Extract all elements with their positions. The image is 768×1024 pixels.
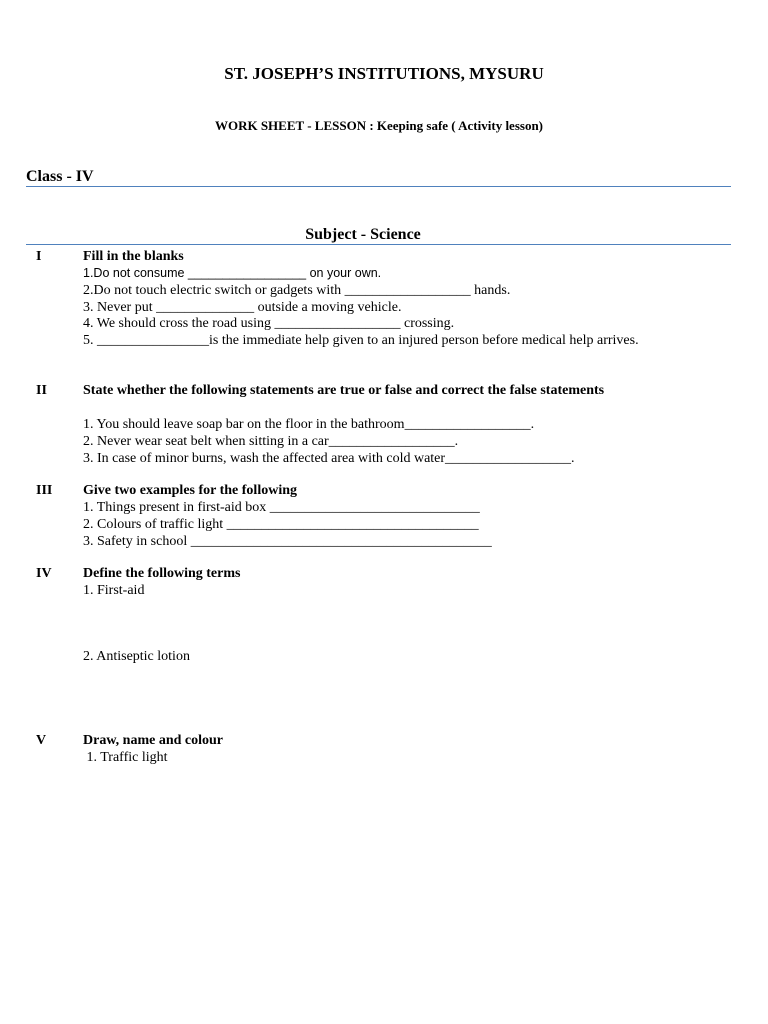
section-number: II (36, 383, 47, 398)
question-line: 3. Safety in school ___________________________________________ (83, 534, 492, 549)
section-number: III (36, 483, 53, 498)
worksheet-subtitle: WORK SHEET - LESSON : Keeping safe ( Activity lesson) (214, 118, 544, 133)
section-number: IV (36, 566, 52, 581)
question-line: 2. Antiseptic lotion (83, 649, 190, 664)
section-heading: Fill in the blanks (83, 249, 184, 264)
question-line: 3. Never put ______________ outside a moving vehicle. (83, 300, 402, 315)
question-line: 1. Things present in first-aid box ______________________________ (83, 500, 480, 515)
class-label: Class - IV (26, 168, 94, 185)
question-line: 3. In case of minor burns, wash the affected area with cold water__________________. (83, 451, 575, 466)
question-line: 2.Do not touch electric switch or gadgets with __________________ hands. (83, 283, 511, 298)
question-line: 2. Never wear seat belt when sitting in a car__________________. (83, 434, 459, 449)
section-number: V (36, 733, 47, 748)
question-line: 1. You should leave soap bar on the floor in the bathroom__________________. (83, 417, 535, 432)
section-heading: Define the following terms (83, 566, 241, 581)
question-line: 1. Traffic light (83, 750, 168, 765)
section-heading: State whether the following statements are true or false and correct the false statements (83, 383, 605, 398)
section-number: I (36, 249, 42, 264)
question-line: 4. We should cross the road using __________________ crossing. (83, 316, 455, 331)
subject-label: Subject - Science (305, 226, 421, 243)
section-heading: Draw, name and colour (83, 733, 223, 748)
divider-line (26, 186, 731, 187)
question-line: 1.Do not consume _________________ on your own. (83, 266, 382, 280)
question-line: 1. First-aid (83, 583, 145, 598)
worksheet-title: ST. JOSEPH’S INSTITUTIONS, MYSURU (224, 64, 544, 83)
section-heading: Give two examples for the following (83, 483, 297, 498)
divider-line (26, 244, 731, 245)
question-line: 2. Colours of traffic light ____________________________________ (83, 517, 479, 532)
question-line: 5. ________________is the immediate help given to an injured person before medical help arrives. (83, 333, 639, 348)
